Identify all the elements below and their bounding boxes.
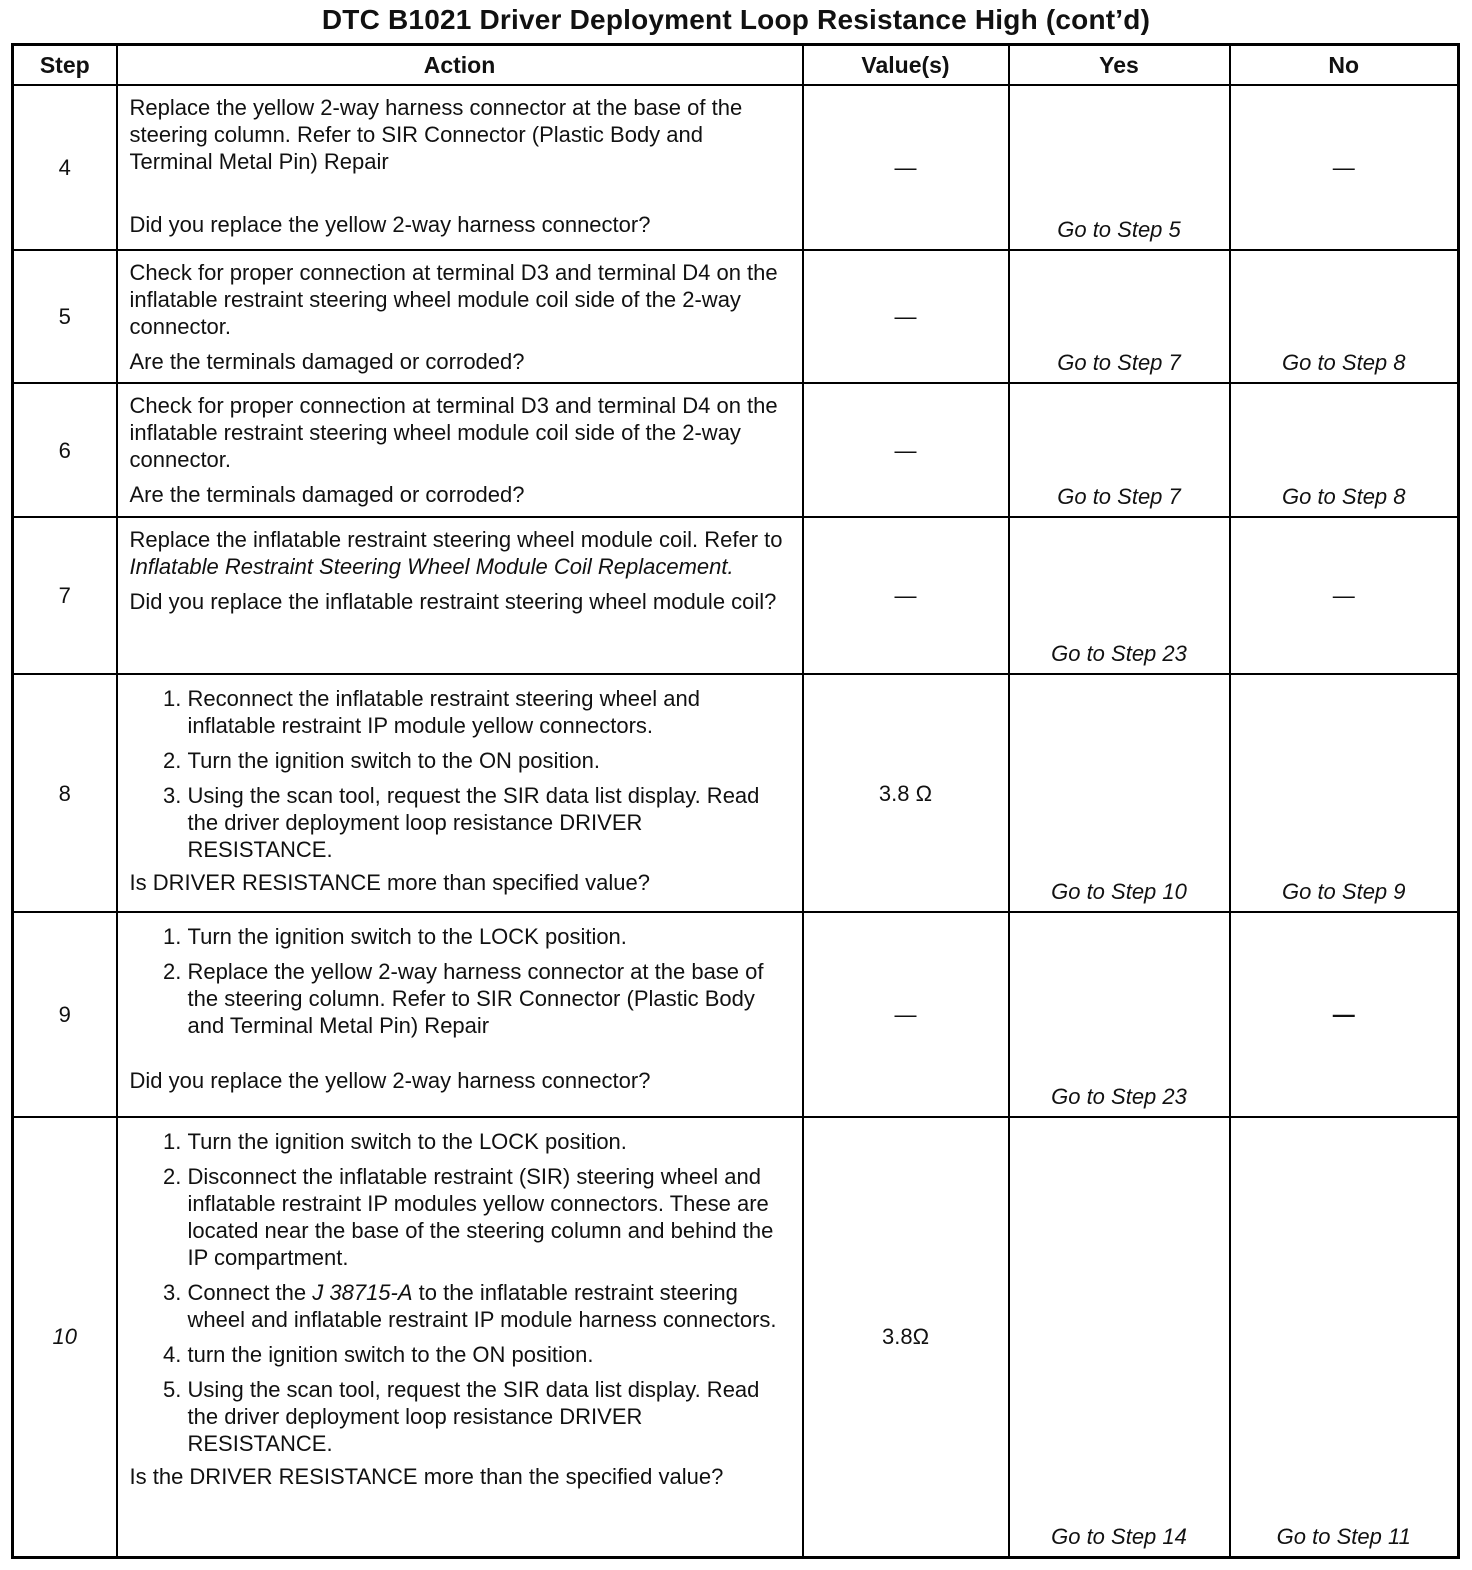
action-steps: [130, 685, 790, 863]
header-action: Action: [117, 45, 803, 86]
list-item: 1. Turn the ignition switch to the LOCK position.: [188, 923, 790, 950]
action-question: Is the DRIVER RESISTANCE more than the specified value?: [129, 1464, 724, 1489]
header-no: No: [1230, 45, 1459, 86]
yes-cell: Go to Step 10: [1009, 674, 1230, 912]
table-row: [13, 250, 1459, 383]
list-item-text: Connect the: [187, 1280, 313, 1305]
action-cell: [117, 250, 803, 383]
yes-cell: Go to Step 5: [1009, 85, 1230, 250]
action-cell: [117, 674, 803, 912]
yes-cell: Go to Step 7: [1009, 383, 1230, 517]
list-item: 2. Disconnect the inflatable restraint (SIR) steering wheel and inflatable restraint IP modules yellow connectors. These are located near the base of the steering column and behind the IP compartment.: [188, 1163, 790, 1271]
step-number: 8: [13, 674, 117, 912]
table-row: [13, 517, 1459, 674]
action-steps: [130, 1128, 790, 1457]
header-row: [13, 45, 1459, 86]
action-cell: [117, 517, 803, 674]
action-cell: [117, 1117, 803, 1557]
step-number: 10: [13, 1117, 117, 1557]
table-row: [13, 912, 1459, 1117]
action-question: Did you replace the yellow 2-way harness connector?: [129, 212, 651, 237]
action-cell: [117, 912, 803, 1117]
action-question: Are the terminals damaged or corroded?: [129, 482, 525, 507]
value-cell: —: [803, 912, 1009, 1117]
page-title: DTC B1021 Driver Deployment Loop Resistance High (cont’d): [321, 4, 1151, 35]
table-row: [13, 85, 1459, 250]
yes-cell: Go to Step 14: [1009, 1117, 1230, 1557]
yes-cell: Go to Step 23: [1009, 912, 1230, 1117]
action-question: Are the terminals damaged or corroded?: [129, 349, 525, 374]
diagnostic-table: [11, 43, 1460, 1559]
yes-cell: Go to Step 23: [1009, 517, 1230, 674]
list-item: 5. Using the scan tool, request the SIR data list display. Read the driver deployment loop resistance DRIVER RESISTANCE.: [188, 1376, 790, 1457]
list-item-text: to the inflatable restraint steering wheel and inflatable restraint IP module harness connectors.: [187, 1280, 777, 1332]
no-cell: Go to Step 11: [1230, 1117, 1459, 1557]
action-text-a: Replace the inflatable restraint steering wheel module coil. Refer to: [129, 527, 783, 552]
list-item: 1. Reconnect the inflatable restraint steering wheel and inflatable restraint IP module yellow connectors.: [188, 685, 790, 739]
header-yes: Yes: [1009, 45, 1230, 86]
value-cell: 3.8 Ω: [803, 674, 1009, 912]
list-item: [188, 1279, 790, 1333]
value-cell: —: [803, 383, 1009, 517]
no-cell: Go to Step 8: [1230, 383, 1459, 517]
yes-cell: Go to Step 7: [1009, 250, 1230, 383]
table-row: [13, 674, 1459, 912]
tool-reference: J 38715-A: [312, 1280, 413, 1305]
action-question: Did you replace the inflatable restraint steering wheel module coil?: [129, 589, 777, 614]
header-values: Value(s): [803, 45, 1009, 86]
action-text: [130, 526, 790, 580]
value-cell: —: [803, 250, 1009, 383]
value-cell: —: [803, 517, 1009, 674]
action-text: Replace the yellow 2-way harness connector at the base of the steering column. Refer to SIR Connector (Plastic Body and Terminal Metal Pin) Repair: [129, 95, 743, 174]
table-row: [13, 1117, 1459, 1557]
action-text: Check for proper connection at terminal D3 and terminal D4 on the inflatable restraint steering wheel module coil side of the 2-way connector.: [129, 260, 778, 339]
no-cell: —: [1230, 85, 1459, 250]
action-text: Check for proper connection at terminal D3 and terminal D4 on the inflatable restraint steering wheel module coil side of the 2-way connector.: [129, 393, 778, 472]
value-cell: —: [803, 85, 1009, 250]
step-number: 4: [13, 85, 117, 250]
step-number: 6: [13, 383, 117, 517]
list-item: 2. Turn the ignition switch to the ON position.: [188, 747, 790, 774]
value-cell: 3.8Ω: [803, 1117, 1009, 1557]
list-item: 2. Replace the yellow 2-way harness connector at the base of the steering column. Refer to SIR Connector (Plastic Body and Terminal Metal Pin) Repair: [188, 958, 790, 1039]
table-row: [13, 383, 1459, 517]
no-cell: Go to Step 8: [1230, 250, 1459, 383]
header-step: Step: [13, 45, 117, 86]
action-steps: [130, 923, 790, 1039]
step-number: 7: [13, 517, 117, 674]
list-item: 3. Using the scan tool, request the SIR data list display. Read the driver deployment loop resistance DRIVER RESISTANCE.: [188, 782, 790, 863]
no-cell: —: [1230, 517, 1459, 674]
action-reference: Inflatable Restraint Steering Wheel Module Coil Replacement.: [129, 554, 734, 579]
list-item: 4. turn the ignition switch to the ON position.: [188, 1341, 790, 1368]
step-number: 5: [13, 250, 117, 383]
action-question: Did you replace the yellow 2-way harness connector?: [129, 1068, 651, 1093]
list-item: 1. Turn the ignition switch to the LOCK position.: [188, 1128, 790, 1155]
action-cell: [117, 383, 803, 517]
action-question: Is DRIVER RESISTANCE more than specified value?: [129, 870, 650, 895]
step-number: 9: [13, 912, 117, 1117]
action-cell: [117, 85, 803, 250]
no-cell: —: [1230, 912, 1459, 1117]
no-cell: Go to Step 9: [1230, 674, 1459, 912]
